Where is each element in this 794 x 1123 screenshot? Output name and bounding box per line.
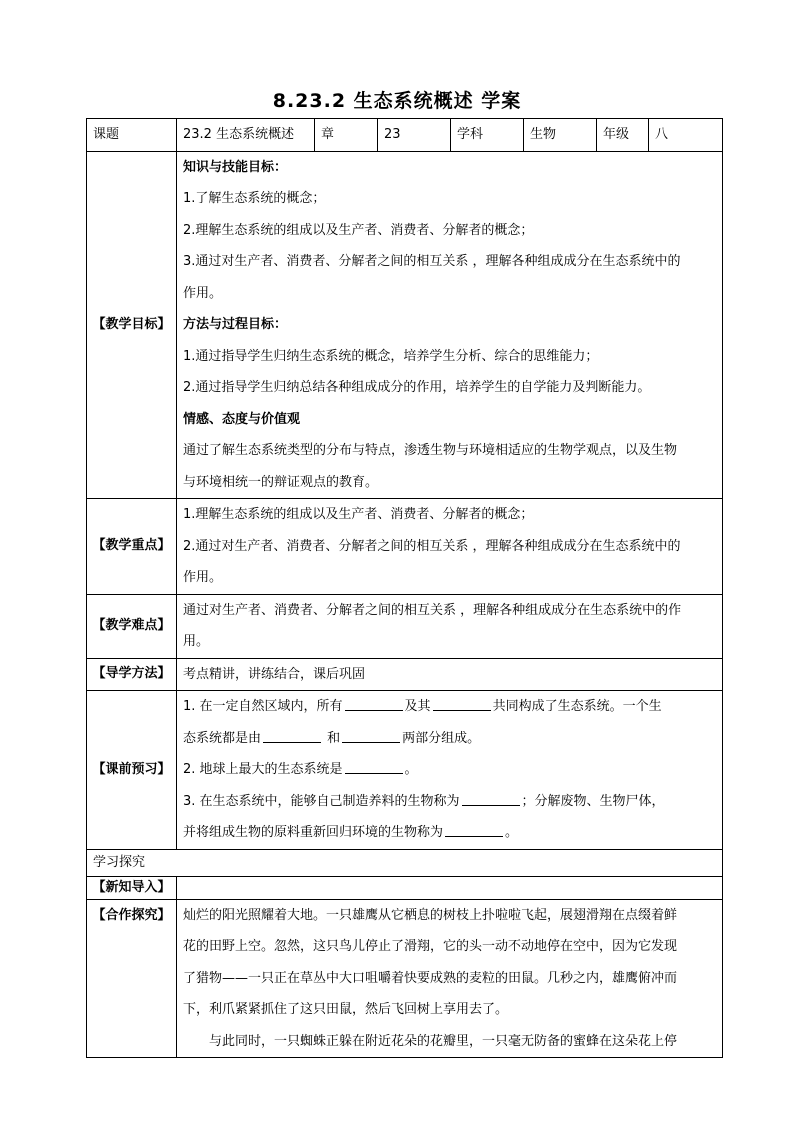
preview-question-3-cont: 并将组成生物的原料重新回归环境的生物称为 。 (183, 817, 716, 849)
preview-question-3: 3. 在生态系统中，能够自己制造养料的生物称为 ；分解废物、生物尸体， (183, 786, 716, 818)
chapter-value: 23 (378, 119, 451, 152)
goal-line: 与环境相统一的辩证观点的教育。 (183, 474, 379, 490)
key-points-content (177, 499, 723, 595)
goal-line: 3.通过对生产者、消费者、分解者之间的相互关系 ，理解各种组成成分在生态系统中的 (183, 254, 681, 269)
knowledge-heading: 知识与技能目标： (183, 159, 288, 175)
lesson-table (86, 118, 723, 1058)
goal-line: 2.通过指导学生归纳总结各种组成成分的作用，培养学生的自学能力及判断能力。 (183, 380, 651, 395)
method-row (87, 658, 723, 691)
method-label: 【导学方法】 (87, 658, 177, 691)
emotion-heading: 情感、态度与价值观 (183, 411, 301, 427)
coop-line: 灿烂的阳光照耀着大地。一只雄鹰从它栖息的树枝上扑啦啦飞起，展翅滑翔在点缀着鲜 (183, 907, 678, 923)
header-row (87, 119, 723, 152)
method-text: 考点精讲，讲练结合，课后巩固 (183, 666, 366, 682)
answer-blank[interactable] (433, 696, 491, 711)
coop-label: 【合作探究】 (87, 899, 177, 1058)
key-point-line: 作用。 (183, 570, 223, 585)
coop-row (87, 899, 723, 1058)
grade-label: 年级 (597, 119, 649, 152)
subject-label: 学科 (451, 119, 524, 152)
difficulties-label: 【教学难点】 (87, 594, 177, 658)
goal-line: 作用。 (183, 285, 223, 301)
topic-value: 23.2 生态系统概述 (177, 119, 315, 152)
grade-value: 八 (649, 119, 723, 152)
difficulties-row (87, 594, 723, 658)
key-points-row (87, 499, 723, 595)
preview-question-1-cont: 态系统都是由 和 两部分组成。 (183, 723, 716, 755)
intro-label: 【新知导入】 (87, 876, 177, 899)
goals-label: 【教学目标】 (87, 151, 177, 499)
chapter-label: 章 (315, 119, 378, 152)
goal-line: 1.通过指导学生归纳生态系统的概念，培养学生分析、综合的思维能力； (183, 348, 599, 364)
explore-section-row (87, 849, 723, 876)
preview-row (87, 691, 723, 850)
intro-row (87, 876, 723, 899)
preview-label: 【课前预习】 (87, 691, 177, 850)
answer-blank[interactable] (342, 728, 400, 743)
preview-question-2: 2. 地球上最大的生态系统是 。 (183, 754, 716, 786)
coop-line: 与此同时，一只蜘蛛正躲在附近花朵的花瓣里，一只毫无防备的蜜蜂在这朵花上停 (209, 1033, 678, 1049)
goals-row (87, 151, 723, 499)
coop-content (177, 899, 723, 1058)
preview-question-1: 1. 在一定自然区域内，所有 及其 共同构成了生态系统。一个生 (183, 691, 716, 723)
answer-blank[interactable] (345, 759, 403, 774)
page-title: 8.23.2 生态系统概述 学案 (272, 90, 522, 112)
goal-line: 2.理解生态系统的组成以及生产者、消费者、分解者的概念； (183, 222, 534, 238)
intro-content (177, 876, 723, 899)
method-heading: 方法与过程目标： (183, 317, 288, 332)
goal-line: 1.了解生态系统的概念； (183, 191, 326, 206)
coop-line: 花的田野上空。忽然，这只鸟儿停止了滑翔，它的头一动不动地停在空中，因为它发现 (183, 939, 678, 954)
method-content (177, 658, 723, 691)
difficulties-content (177, 594, 723, 658)
goal-line: 通过了解生态系统类型的分布与特点，渗透生物与环境相适应的生物学观点，以及生物 (183, 443, 678, 458)
answer-blank[interactable] (263, 728, 321, 743)
explore-section-label: 学习探究 (87, 849, 723, 876)
key-points-label: 【教学重点】 (87, 499, 177, 595)
goals-content (177, 151, 723, 499)
answer-blank[interactable] (445, 822, 503, 837)
answer-blank[interactable] (462, 791, 520, 806)
key-point-line: 1.理解生态系统的组成以及生产者、消费者、分解者的概念； (183, 507, 534, 522)
key-point-line: 2.通过对生产者、消费者、分解者之间的相互关系 ，理解各种组成成分在生态系统中的 (183, 538, 681, 554)
coop-line: 下，利爪紧紧抓住了这只田鼠，然后飞回树上享用去了。 (183, 1002, 509, 1017)
answer-blank[interactable] (345, 696, 403, 711)
difficulty-line: 用。 (183, 634, 210, 649)
preview-content (177, 691, 723, 850)
topic-label: 课题 (87, 119, 177, 152)
difficulty-line: 通过对生产者、消费者、分解者之间的相互关系 ，理解各种组成成分在生态系统中的作 (183, 602, 682, 618)
coop-line: 了猎物——一只正在草丛中大口咀嚼着快要成熟的麦粒的田鼠。几秒之内，雄鹰俯冲而 (183, 970, 678, 986)
subject-value: 生物 (524, 119, 597, 152)
